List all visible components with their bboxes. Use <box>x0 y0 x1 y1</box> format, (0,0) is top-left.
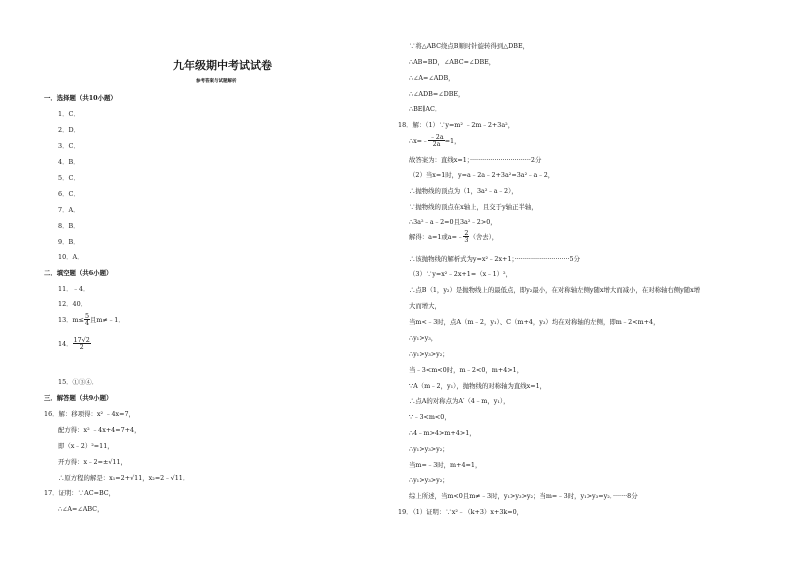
solution-line: （3）∵y=x²﹣2x+1=（x﹣1）²， <box>409 270 512 278</box>
solution-line: ∴AB=BD，∠ABC=∠DBE， <box>409 58 496 66</box>
solution-line: ∴点A的对称点为A′（4﹣m，y₁）， <box>409 397 510 405</box>
answer-line-fraction: 14． $\frac{17√2}{2}$ <box>58 336 90 352</box>
fraction: $\frac{17√2}{2}$ <box>73 336 90 352</box>
solution-line: ∴y₁>y₃>y₂； <box>409 350 449 358</box>
solution-line: ∴3a²﹣a﹣2=0且3a²﹣2>0， <box>409 218 497 226</box>
answer-line: 3．C． <box>58 142 80 150</box>
answer-line: 7．A． <box>58 206 80 214</box>
solution-line: ∴∠A=∠ADB， <box>409 74 455 82</box>
solution-line: 18．解：（1）∵y=m² ﹣2m﹣2+3a²， <box>398 121 515 129</box>
solution-line: 大而增大， <box>409 302 441 310</box>
solution-line: 配方得：x² ﹣4x+4=7+4， <box>58 426 141 434</box>
answer-line: 15．①③④． <box>58 378 99 386</box>
solution-line-fraction: 解得：a=1或a=﹣ $\frac{2}{3}$ （舍去）， <box>409 229 499 245</box>
solution-line: ∴4﹣m>4>m+4>1， <box>409 429 476 437</box>
section-heading-choice: 一．选择题（共10小题） <box>44 94 117 102</box>
answer-line: 12．40． <box>58 300 88 308</box>
solution-line: 当﹣3<m<0时，m﹣2<0，m+4>1， <box>409 366 524 374</box>
section-heading-solve: 三．解答题（共9小题） <box>44 394 113 402</box>
section-heading-fill: 二．填空题（共6小题） <box>44 269 113 277</box>
solution-line: 17．证明：∵AC=BC， <box>44 489 116 497</box>
solution-line: ∴抛物线的顶点为（1，3a²﹣a﹣2）， <box>409 187 518 195</box>
solution-line: ∴∠A=∠ABC， <box>58 505 104 513</box>
solution-line: 16．解：移项得：x² ﹣4x=7， <box>44 410 135 418</box>
solution-line: 综上所述，当m<0且m≠﹣3时，y₁>y₃>y₂；当m=﹣3时，y₁>y₃=y₂．·······8分 <box>409 492 638 500</box>
solution-line: ∴该抛物线的解析式为y=x²﹣2x+1；···························5分 <box>409 255 581 263</box>
solution-line: ∵将△ABC绕点B顺时针旋转得到△DBE， <box>409 42 530 50</box>
page-subtitle: 参考答案与试题解析 <box>196 79 237 84</box>
fraction: $\frac{5}{4}$ <box>84 312 90 328</box>
solution-line: 当m<﹣3时，点A（m﹣2，y₁）、C（m+4，y₃）均在对称轴的左侧，即m﹣2<m+4， <box>409 318 660 326</box>
answer-line: 9．B． <box>58 238 80 246</box>
answer-line: 5．C． <box>58 174 80 182</box>
answer-line: 10．A． <box>58 253 84 261</box>
solution-line: ∵A（m﹣2，y₁），抛物线的对称轴为直线x=1， <box>409 382 547 390</box>
solution-line: 当m=﹣3时，m+4=1， <box>409 461 482 469</box>
solution-line: ∴y₁>y₃， <box>409 334 438 342</box>
answer-line: 6．C． <box>58 190 80 198</box>
solution-line: 开方得：x﹣2=±√11， <box>58 458 127 466</box>
solution-line: ∴∠ADB=∠DBE， <box>409 90 465 98</box>
solution-line: ∴原方程的解是：x₁=2+√11，x₂=2﹣√11． <box>58 474 190 482</box>
solution-line: ∴BE∥AC． <box>409 105 442 113</box>
answer-line: 11．﹣4． <box>58 285 90 293</box>
solution-line: 即（x﹣2）²=11， <box>58 442 114 450</box>
solution-line: ∵抛物线的顶点在x轴上，且交于y轴正半轴， <box>409 203 538 211</box>
solution-line: ∴点B（1，y₂）是抛物线上的最低点，即y₂最小，在对称轴左侧y随x增大而减小，在对称轴右侧y随x增 <box>409 286 701 294</box>
answer-line: 2．D． <box>58 126 80 134</box>
answer-line: 4．B． <box>58 158 80 166</box>
solution-line: （2）当x=1时，y=a﹣2a﹣2+3a²=3a²﹣a﹣2， <box>409 171 555 179</box>
solution-line: 故答案为：直线x=1；······························2分 <box>409 156 542 164</box>
answer-line: 8．B． <box>58 222 80 230</box>
solution-line: ∴y₁>y₃>y₂； <box>409 445 449 453</box>
solution-line: ∴y₁>y₃>y₂； <box>409 476 449 484</box>
fraction: $\frac{2}{3}$ <box>464 229 469 245</box>
solution-line: ∵﹣3<m<0， <box>409 413 451 421</box>
fraction: $\frac{﹣2a}{2a}$ <box>429 133 444 149</box>
solution-line-fraction: ∴x=﹣ $\frac{﹣2a}{2a}$ =1， <box>409 133 461 149</box>
answer-line: 1．C． <box>58 110 80 118</box>
answer-line-fraction: 13．m≤ $\frac{5}{4}$ 且m≠﹣1． <box>58 312 125 328</box>
solution-line: 19．（1）证明：∵x²﹣（k+3）x+3k=0， <box>398 508 524 516</box>
page-title: 九年级期中考试试卷 <box>173 59 272 72</box>
